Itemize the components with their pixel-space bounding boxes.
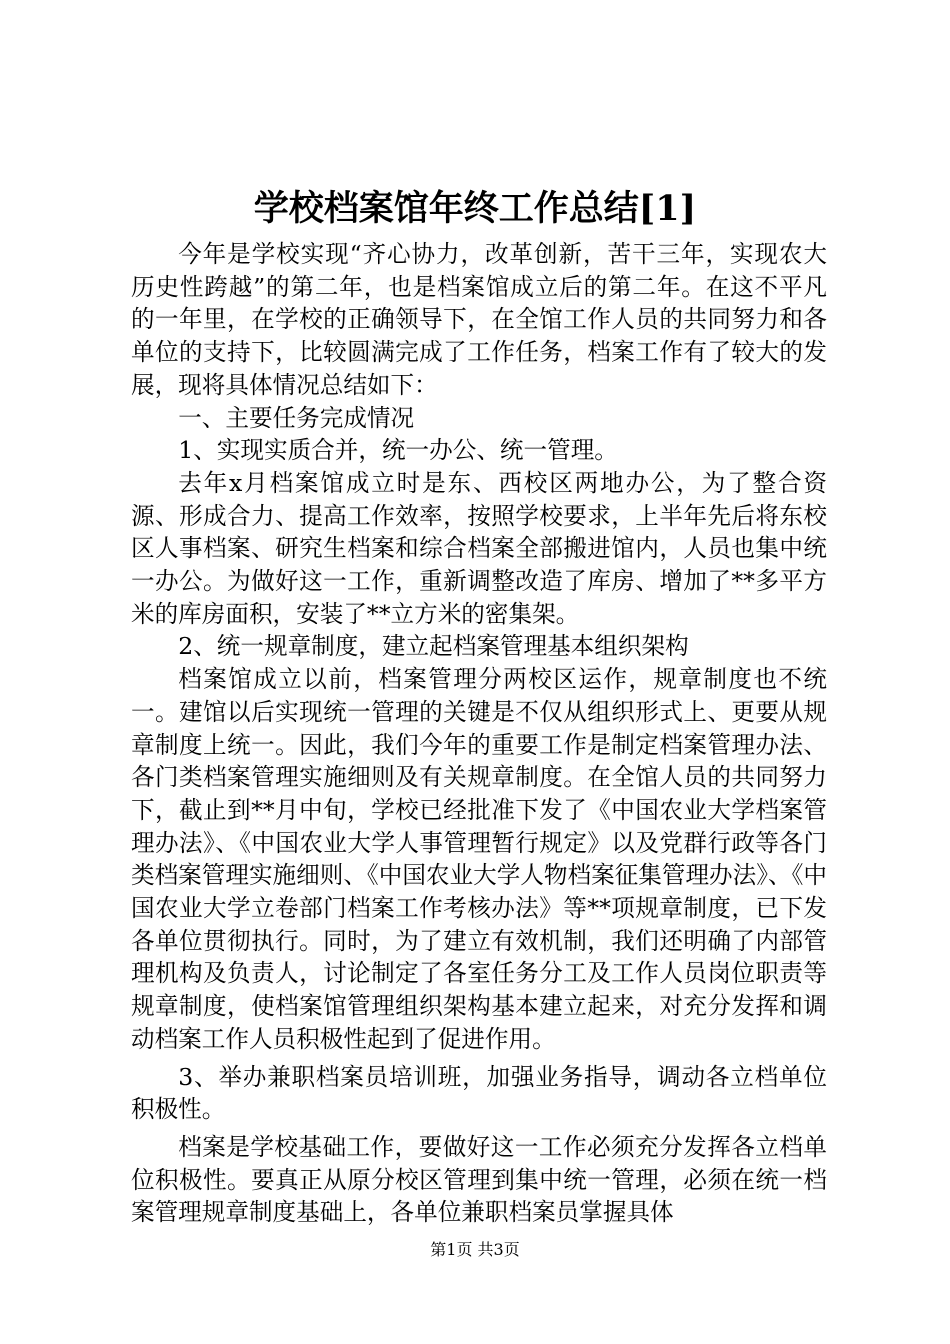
paragraph-merge: 去年x月档案馆成立时是东、西校区两地办公，为了整合资源、形成合力、提高工作效率，按照学校要求，上半年先后将东校区人事档案、研究生档案和综合档案全部搬进馆内，人员也集中统一办公。为做好这一工作，重新调整改造了库房、增加了**多平方米的库房面积，安装了**立方米的密集架。 bbox=[131, 468, 827, 628]
paragraph-intro: 今年是学校实现“齐心协力，改革创新，苦干三年，实现农大历史性跨越”的第二年，也是档案馆成立后的第二年。在这不平凡的一年里，在学校的正确领导下，在全馆工作人员的共同努力和各单位的支持下，比较圆满完成了工作任务，档案工作有了较大的发展，现将具体情况总结如下： bbox=[131, 240, 827, 399]
subheading-merge: 1、实现实质合并，统一办公、统一管理。 bbox=[178, 436, 618, 465]
document-title: 学校档案馆年终工作总结[1] bbox=[253, 188, 697, 229]
subheading-regulations: 2、统一规章制度，建立起档案管理基本组织架构 bbox=[178, 632, 689, 661]
document-body bbox=[131, 238, 827, 1229]
subheading-training: 3、举办兼职档案员培训班，加强业务指导，调动各立档单位积极性。 bbox=[131, 1062, 827, 1124]
page-footer: 第1页 共3页 bbox=[430, 1240, 520, 1259]
section-heading-main-tasks: 一、主要任务完成情况 bbox=[178, 403, 415, 432]
paragraph-training: 档案是学校基础工作，要做好这一工作必须充分发挥各立档单位积极性。要真正从原分校区管理到集中统一管理，必须在统一档案管理规章制度基础上，各单位兼职档案员掌握具体 bbox=[131, 1132, 827, 1227]
paragraph-regulations: 档案馆成立以前，档案管理分两校区运作，规章制度也不统一。建馆以后实现统一管理的关键是不仅从组织形式上、更要从规章制度上统一。因此，我们今年的重要工作是制定档案管理办法、各门类档案管理实施细则及有关规章制度。在全馆人员的共同努力下，截止到**月中旬，学校已经批准下发了《中国农业大学档案管理办法》、《中国农业大学人事管理暂行规定》以及党群行政等各门类档案管理实施细则、《中国农业大学人物档案征集管理办法》、《中国农业大学立卷部门档案工作考核办法》等**项规章制度，已下发各单位贯彻执行。同时，为了建立有效机制，我们还明确了内部管理机构及负责人，讨论制定了各室任务分工及工作人员岗位职责等规章制度，使档案馆管理组织架构基本建立起来，对充分发挥和调动档案工作人员积极性起到了促进作用。 bbox=[131, 665, 828, 1053]
